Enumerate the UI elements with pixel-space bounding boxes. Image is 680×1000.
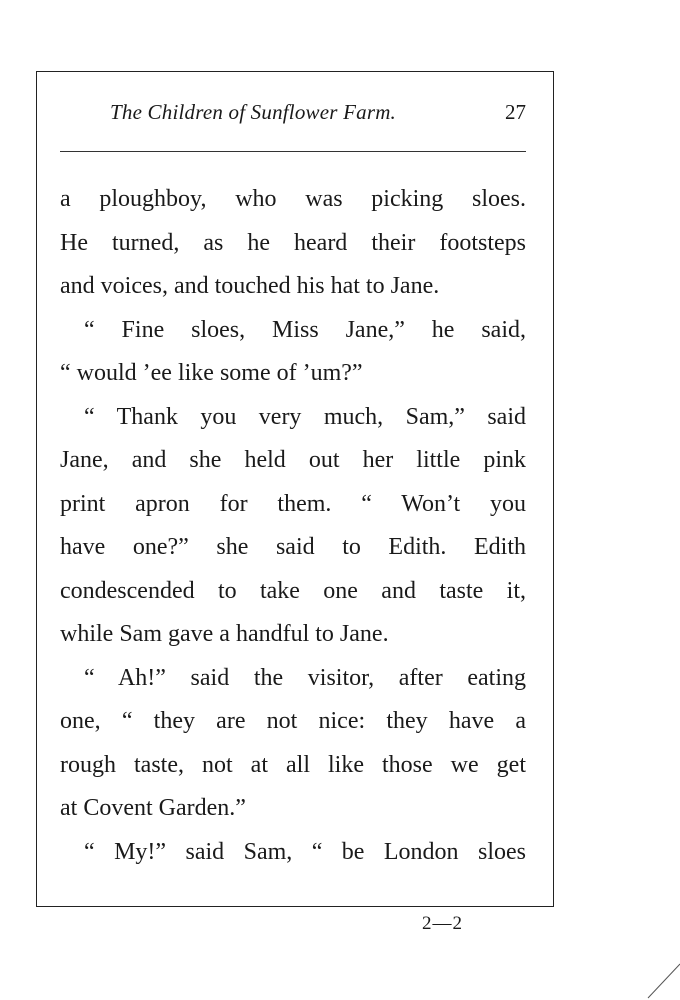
text-line: and voices, and touched his hat to Jane. [60,273,440,299]
text-line: “ Ah!” said the visitor, after eating [84,664,526,691]
text-line: have one?” she said to Edith. Edith [60,534,526,560]
text-line: condescended to take one and taste it, [60,577,526,604]
text-line: while Sam gave a handful to Jane. [60,621,389,647]
text-line: rough taste, not at all like those we get [60,751,526,778]
signature-mark: 2—2 [422,913,463,934]
header-rule [60,151,526,152]
running-title: The Children of Sunflower Farm. [110,100,397,124]
page-number: 27 [505,100,526,124]
text-line: at Covent Garden.” [60,795,246,821]
body-text [60,178,526,874]
text-line: “ Fine sloes, Miss Jane,” he said, [84,316,526,343]
running-head [60,100,526,130]
text-line: one, “ they are not nice: they have a [60,708,526,734]
text-line: Jane, and she held out her little pink [60,447,526,473]
text-line: “ My!” said Sam, “ be London sloes [84,838,526,865]
page-edge-mark [640,950,680,1000]
text-line: He turned, as he heard their footsteps [60,229,526,256]
text-line: print apron for them. “ Won’t you [60,490,526,517]
text-line: “ would ’ee like some of ’um?” [60,360,363,386]
text-line: a ploughboy, who was picking sloes. [60,186,526,212]
text-line: “ Thank you very much, Sam,” said [84,403,526,430]
